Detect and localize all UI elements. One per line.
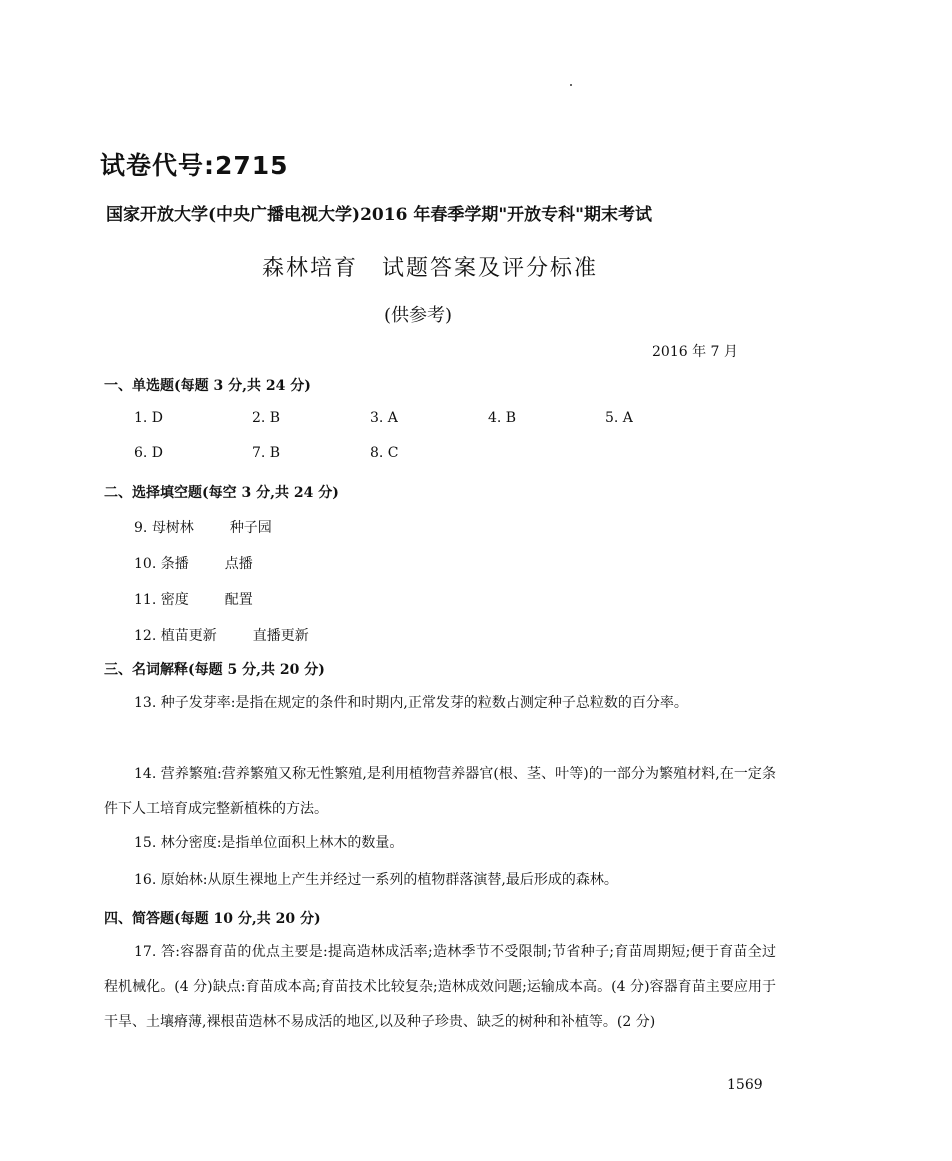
definition-paragraph: 16. 原始林:从原生裸地上产生并经过一系列的植物群落演替,最后形成的森林。 xyxy=(134,872,618,888)
section-heading-short-answer: 四、简答题(每题 10 分,共 20 分) xyxy=(104,911,321,927)
item-number: 11. xyxy=(134,592,157,608)
answer-item: 8. C xyxy=(370,445,399,461)
answer-a: 母树林 xyxy=(151,520,194,536)
scan-speck xyxy=(570,84,572,86)
answer-b: 种子园 xyxy=(229,520,272,536)
definition-paragraph: 15. 林分密度:是指单位面积上林木的数量。 xyxy=(134,835,404,851)
fill-answer-row xyxy=(134,553,253,573)
section-heading-term-definitions: 三、名词解释(每题 5 分,共 20 分) xyxy=(104,662,325,678)
section-heading-single-choice: 一、单选题(每题 3 分,共 24 分) xyxy=(104,378,311,394)
answer-a: 植苗更新 xyxy=(160,628,217,644)
section-heading-fill-in: 二、选择填空题(每空 3 分,共 24 分) xyxy=(104,485,339,501)
paper-code: 试卷代号:2715 xyxy=(100,151,289,180)
answer-item: 2. B xyxy=(252,410,281,426)
answer-item: 3. A xyxy=(370,410,398,426)
answer-item: 6. D xyxy=(134,445,164,461)
exam-date: 2016 年 7 月 xyxy=(652,344,738,360)
definition-paragraph: 13. 种子发芽率:是指在规定的条件和时期内,正常发芽的粒数占测定种子总粒数的百分率。 xyxy=(134,695,688,711)
fill-answer-row xyxy=(134,589,253,609)
document-subtitle: (供参考) xyxy=(384,305,453,326)
answer-a: 密度 xyxy=(160,592,189,608)
answer-b: 直播更新 xyxy=(252,628,309,644)
answer-b: 点播 xyxy=(224,556,253,572)
answer-item: 4. B xyxy=(488,410,517,426)
definition-paragraph: 14. 营养繁殖:营养繁殖又称无性繁殖,是利用植物营养器官(根、茎、叶等)的一部分为繁殖材料,在一定条件下人工培育成完整新植株的方法。 xyxy=(104,766,776,817)
exam-institution-line: 国家开放大学(中央广播电视大学)2016 年春季学期"开放专科"期末考试 xyxy=(106,205,653,225)
item-number: 10. xyxy=(134,556,157,572)
fill-answer-row xyxy=(134,625,309,645)
page-number: 1569 xyxy=(727,1077,763,1093)
item-number: 12. xyxy=(134,628,157,644)
fill-answer-row xyxy=(134,517,272,537)
answer-item: 1. D xyxy=(134,410,164,426)
document-title: 森林培育 试题答案及评分标准 xyxy=(262,256,599,281)
short-answer-paragraph: 17. 答:容器育苗的优点主要是:提高造林成活率;造林季节不受限制;节省种子;育苗周期短;便于育苗全过程机械化。(4 分)缺点:育苗成本高;育苗技术比较复杂;造林成效问题;运输成本高。(4 分)容器育苗主要应用于干旱、土壤瘠薄,裸根苗造林不易成活的地区,以及种子珍贵、缺乏的树种和补植等。(2 分) xyxy=(104,944,776,1030)
answer-b: 配置 xyxy=(224,592,253,608)
answer-item: 7. B xyxy=(252,445,281,461)
answer-item: 5. A xyxy=(605,410,633,426)
answer-a: 条播 xyxy=(160,556,189,572)
item-number: 9. xyxy=(134,520,148,536)
